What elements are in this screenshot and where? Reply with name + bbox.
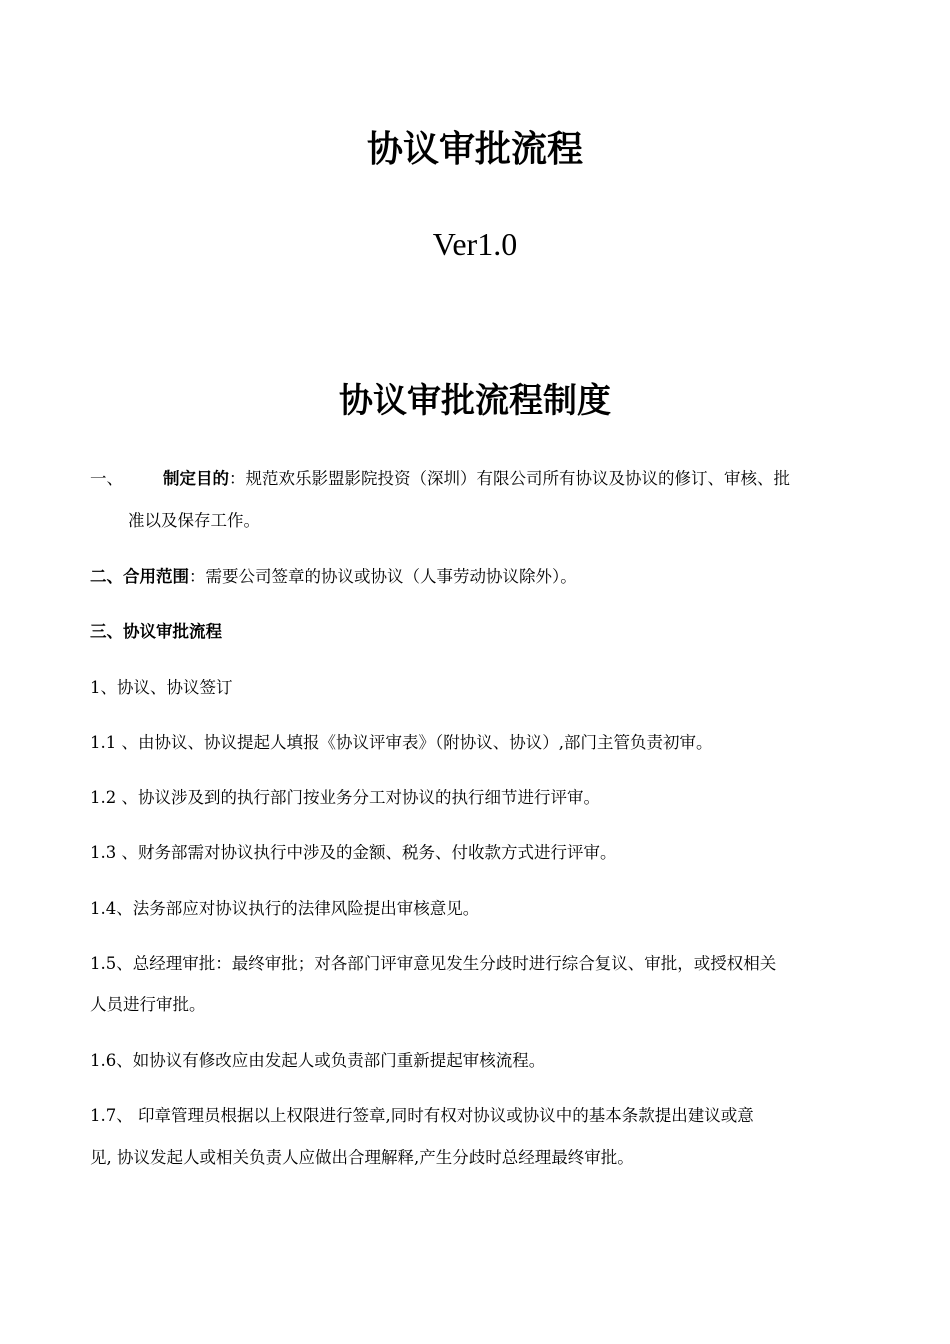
item-1-7-line-1: 1.7、 印章管理员根据以上权限进行签章,同时有权对协议或协议中的基本条款提出建议或意 xyxy=(90,1106,754,1125)
section-1-line-2: 准以及保存工作。 xyxy=(128,511,260,530)
section-1-number: 一、 xyxy=(90,469,123,488)
item-1-5-line-1: 1.5、总经理审批：最终审批；对各部门评审意见发生分歧时进行综合复议、审批，或授权相关 xyxy=(90,954,777,973)
section-1-text: 规范欢乐影盟影院投资（深圳）有限公司所有协议及协议的修订、审核、批 xyxy=(245,469,790,488)
section-2-heading: 二、合用范围 xyxy=(90,567,189,586)
item-1-3: 1.3 、财务部需对协议执行中涉及的金额、税务、付收款方式进行评审。 xyxy=(90,843,617,862)
section-2-colon: ： xyxy=(189,567,206,586)
section-3-heading: 三、协议审批流程 xyxy=(90,622,222,641)
item-1-4: 1.4、法务部应对协议执行的法律风险提出审核意见。 xyxy=(90,899,480,918)
section-2-line xyxy=(90,565,577,589)
document-title: 协议审批流程 xyxy=(366,129,583,170)
item-1: 1、协议、协议签订 xyxy=(90,678,233,697)
section-1-label: 制定目的 xyxy=(163,469,229,488)
item-1-7-line-2: 见, 协议发起人或相关负责人应做出合理解释,产生分歧时总经理最终审批。 xyxy=(90,1148,634,1167)
section-2-text: 需要公司签章的协议或协议（人事劳动协议除外）。 xyxy=(205,567,577,586)
item-1-6: 1.6、如协议有修改应由发起人或负责部门重新提起审核流程。 xyxy=(90,1051,546,1070)
section-1-colon: ： xyxy=(229,469,246,488)
document-version: Ver1.0 xyxy=(432,226,518,262)
document-subtitle: 协议审批流程制度 xyxy=(339,381,611,421)
item-1-2: 1.2 、协议涉及到的执行部门按业务分工对协议的执行细节进行评审。 xyxy=(90,788,600,807)
item-1-5-line-2: 人员进行审批。 xyxy=(90,995,206,1014)
item-1-1: 1.1 、由协议、协议提起人填报《协议评审表》（附协议、协议）,部门主管负责初审。 xyxy=(90,733,713,752)
section-1-line-1 xyxy=(90,467,790,491)
